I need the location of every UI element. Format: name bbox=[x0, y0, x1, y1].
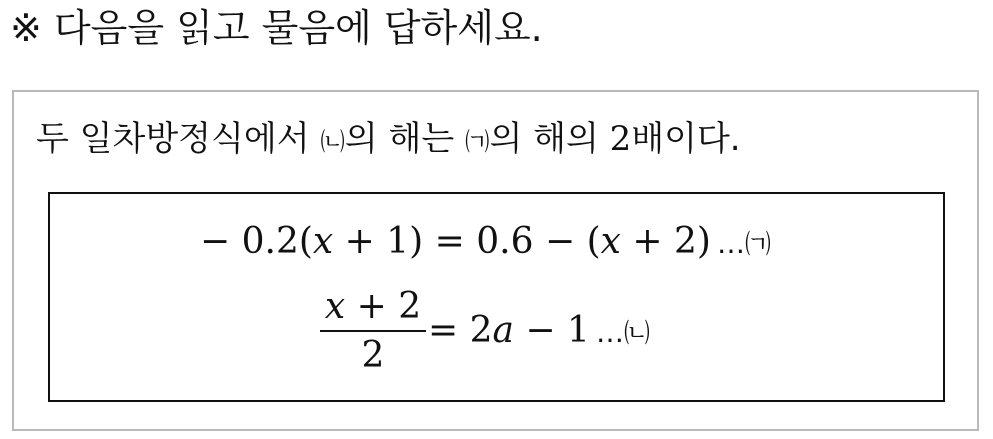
equation-1-part: − 0.2( bbox=[200, 221, 313, 262]
ellipsis: … bbox=[595, 316, 624, 349]
equation-1-label: ㈀ bbox=[744, 230, 771, 260]
equation-box bbox=[48, 192, 945, 402]
fraction bbox=[320, 286, 426, 374]
equation-1 bbox=[200, 220, 771, 267]
variable-a: a bbox=[492, 310, 514, 351]
variable-x: x bbox=[600, 221, 621, 262]
instruction-text: ※ 다음을 읽고 물음에 답하세요. bbox=[10, 6, 543, 50]
numerator-rest: + 2 bbox=[345, 286, 422, 327]
fraction-denominator: 2 bbox=[361, 335, 385, 376]
statement-text: 배이다. bbox=[631, 119, 741, 159]
statement-text: 의 해의 bbox=[489, 119, 610, 159]
fraction-numerator bbox=[320, 286, 426, 328]
equation-2-rhs bbox=[428, 309, 650, 356]
rhs-part: − 1 bbox=[513, 310, 590, 351]
rhs-part: = 2 bbox=[428, 310, 493, 351]
ellipsis: … bbox=[716, 227, 745, 260]
equation-2-label: ㈁ bbox=[623, 319, 650, 349]
problem-box bbox=[12, 90, 979, 431]
equation-1-part: + 2) bbox=[620, 221, 711, 262]
variable-x: x bbox=[312, 221, 334, 262]
variable-x: x bbox=[324, 286, 346, 327]
statement-number: 2 bbox=[609, 119, 632, 159]
label-nieun-ref: ㈁ bbox=[320, 127, 345, 156]
problem-statement bbox=[36, 115, 741, 166]
statement-text: 두 일차방정식에서 bbox=[36, 119, 321, 159]
statement-text: 의 해는 bbox=[344, 119, 465, 159]
label-giyeok-ref: ㈀ bbox=[465, 127, 490, 156]
equation-1-part: + 1) = 0.6 − ( bbox=[333, 221, 601, 262]
